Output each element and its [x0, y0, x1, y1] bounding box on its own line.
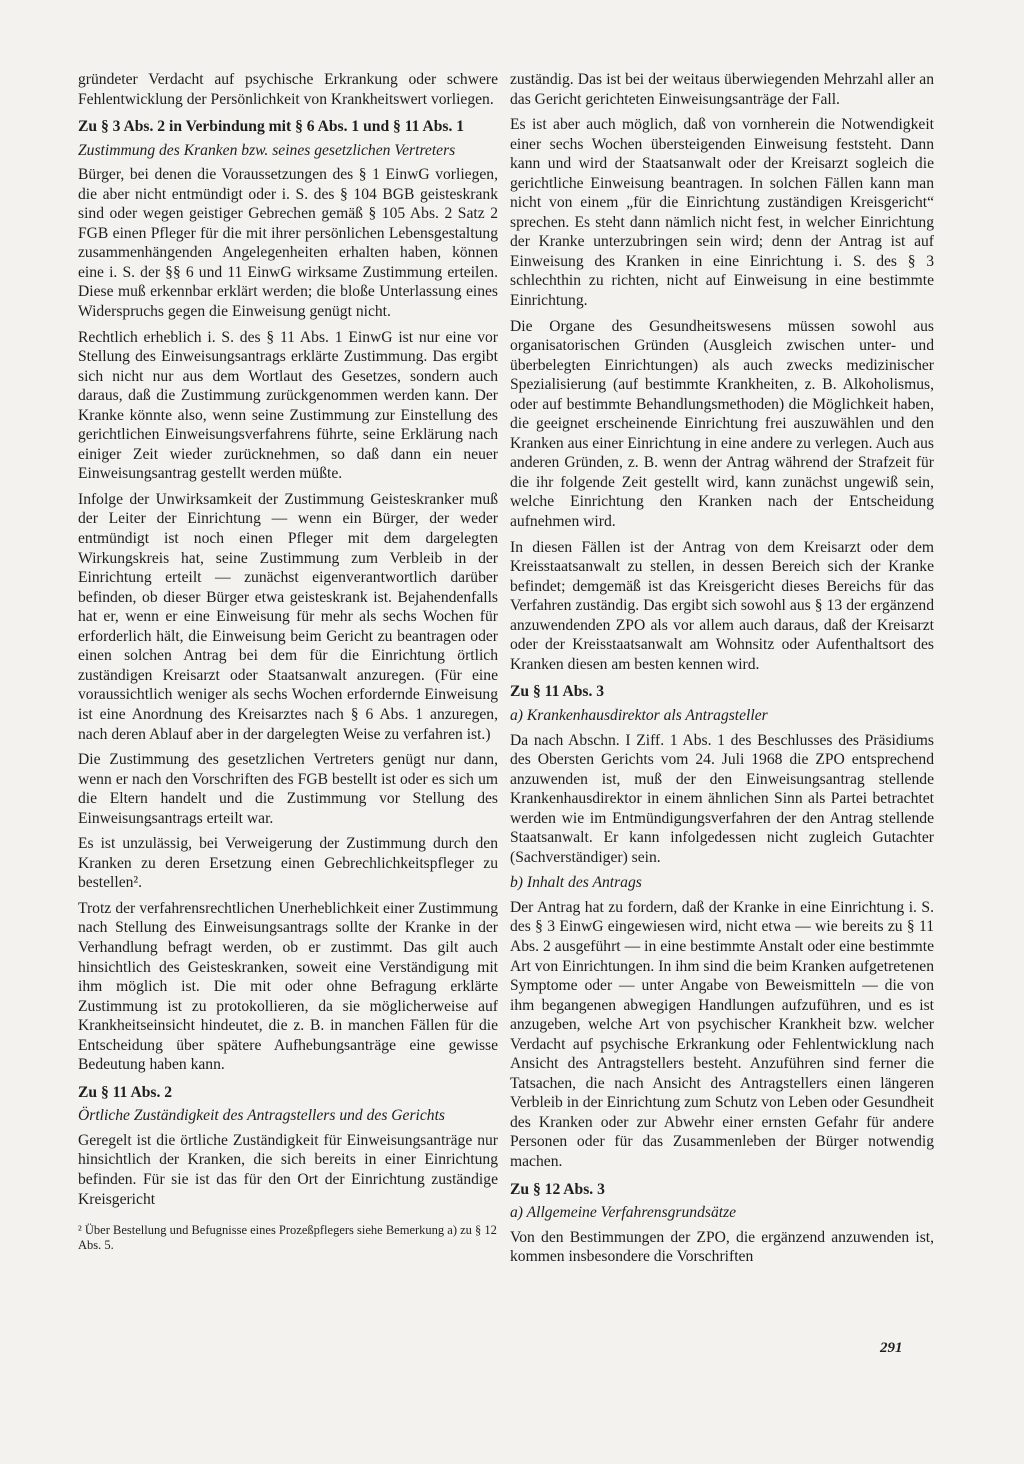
page-number: 291: [880, 1340, 903, 1356]
right-paragraph: Von den Bestimmungen der ZPO, die ergänzend anzuwenden ist, kommen insbesondere die Vorschriften: [510, 1228, 934, 1266]
right-paragraph: Da nach Abschn. I Ziff. 1 Abs. 1 des Beschlusses des Präsidiums des Obersten Gerichts vom 24. Juli 1968 die ZPO entsprechend anzuwenden ist, muß der den Einweisungsantrag stellende Krankenhausdirektor in einem ähnlichen Sinn als Partei betrachtet werden wie im Entmündigungsverfahren der den Antrag stellende Staatsanwalt. Er kann infolgedessen nicht zugleich Gutachter (Sachverständiger) sein.: [510, 731, 934, 866]
left-paragraph: Bürger, bei denen die Voraussetzungen des § 1 EinwG vorliegen, die aber nicht entmündigt oder i. S. des § 104 BGB geisteskrank sind oder wegen geistiger Gebrechen gemäß § 105 Abs. 2 Satz 2 FGB einen Pfleger für die mit ihrer persönlichen Lebensgestaltung zusammenhängenden Angelegenheiten erhalten haben, können eine i. S. der §§ 6 und 11 EinwG wirksame Zustimmung erteilen. Diese muß erkennbar erklärt werden; die bloße Unterlassung eines Widerspruchs gegen die Einweisung genügt nicht.: [78, 166, 498, 321]
right-paragraph: In diesen Fällen ist der Antrag von dem Kreisarzt oder dem Kreisstaatsanwalt zu stellen, in dessen Bereich sich der Kranke befindet; demgemäß ist das Kreisgericht dieses Bereichs für das Verfahren zuständig. Das ergibt sich sowohl aus § 13 der ergänzend anzuwendenden ZPO als vor allem auch daraus, daß der Kreisarzt oder der Kreisstaatsanwalt am Wohnsitz oder Aufenthaltsort des Kranken diesen am besten kennen wird.: [510, 538, 934, 673]
right-paragraph: Der Antrag hat zu fordern, daß der Kranke in eine Einrichtung i. S. des § 3 EinwG eingewiesen wird, nicht etwa — wie bereits zu § 11 Abs. 2 ausgeführt — in eine bestimmte Anstalt oder eine bestimmte Art von Einrichtungen. In ihm sind die beim Kranken aufgetretenen Symptome oder — unter Angabe von Beweismitteln — die von ihm begangenen abwegigen Handlungen aufzuführen, und es ist anzugeben, welche Art von psychischer Krankheit bzw. welcher Verdacht auf psychische Erkrankung oder Fehlentwicklung nach Ansicht des Antragstellers besteht. Anzuführen sind ferner die Tatsachen, die nach Ansicht des Antragstellers einen längeren Verbleib in der Einrichtung zum Schutz von Leben oder Gesundheit des Kranken oder zur Abwehr einer ernsten Gefahr für andere Personen oder für das Zusammenleben der Bürger notwendig machen.: [510, 898, 934, 1170]
left-paragraph: Trotz der verfahrensrechtlichen Unerheblichkeit einer Zustimmung nach Stellung des Einweisungsantrags sollte der Kranke in der Verhandlung befragt werden, ob er zustimmt. Das gilt auch hinsichtlich des Geisteskranken, soweit eine Verständigung mit ihm möglich ist. Die mit oder ohne Befragung erklärte Zustimmung ist zu protokollieren, da sie möglicherweise auf Krankheitseinsicht hindeutet, die z. B. in manchen Fällen für die Entscheidung über spätere Aufhebungsanträge eine gewisse Bedeutung haben kann.: [78, 899, 498, 1074]
right-paragraph: Die Organe des Gesundheitswesens müssen sowohl aus organisatorischen Gründen (Ausgleich zwischen unter- und überbelegten Einrichtungen) als auch zwecks medizinischer Spezialisierung (auf bestimmte Krankheiten, z. B. Alkoholismus, oder auf bestimmte Behandlungsmethoden) die Möglichkeit haben, die geeignet erscheinende Einrichtung frei auszuwählen und den Kranken aus einer Einrichtung in eine andere zu verlegen. Auch aus anderen Gründen, z. B. wenn der Antrag während der Strafzeit für die ihr folgende Zeit gestellt wird, kann zunächst ungewiß sein, welche Einrichtung den Kranken nach der Entscheidung aufnehmen wird.: [510, 317, 934, 531]
left-footnote: ² Über Bestellung und Befugnisse eines Prozeßpflegers siehe Bemerkung a) zu § 12 Abs. 5.: [78, 1223, 497, 1253]
left-paragraph: Es ist unzulässig, bei Verweigerung der Zustimmung durch den Kranken zu deren Ersetzung einen Gebrechlichkeitspfleger zu bestellen².: [78, 835, 498, 892]
left-section-heading: Zu § 3 Abs. 2 in Verbindung mit § 6 Abs. 1 und § 11 Abs. 1: [78, 118, 465, 136]
right-column: [510, 70, 934, 1273]
right-section-heading: Zu § 11 Abs. 3: [510, 683, 605, 701]
left-column: [78, 70, 498, 1259]
left-paragraph: Rechtlich erheblich i. S. des § 11 Abs. 1 EinwG ist nur eine vor Stellung des Einweisungsantrags erklärte Zustimmung. Das ergibt sich nicht nur aus dem Wortlaut des Gesetzes, sondern auch daraus, daß die Zustimmung zurückgenommen werden kann. Der Kranke könnte also, wenn seine Zustimmung zur Einstellung des gerichtlichen Einweisungsverfahrens führte, seine Erklärung nach einiger Zeit wieder zurücknehmen, so daß dann ein neuer Einweisungsantrag gestellt werden müßte.: [78, 328, 498, 483]
left-paragraph: Infolge der Unwirksamkeit der Zustimmung Geisteskranker muß der Leiter der Einrichtung — wenn ein Bürger, der weder entmündigt ist noch einen Pfleger mit dem dargelegten Wirkungskreis hat, seine Zustimmung zum Verbleib in der Einrichtung erteilt — zunächst eigenverantwortlich darüber befinden, ob dieser Bürger etwa geisteskrank ist. Bejahendenfalls hat er, wenn er eine Einweisung für mehr als sechs Wochen für erforderlich hält, die Einweisung beim Gericht zu beantragen oder einen solchen Antrag bei dem für die Einrichtung örtlich zuständigen Kreisarzt oder Staatsanwalt anzuregen. (Für eine voraussichtlich weniger als sechs Wochen erfordernde Einweisung ist eine Anordnung des Kreisarztes nach § 6 Abs. 1 anzuregen, nach deren Ablauf aber in der dargelegten Weise zu verfahren ist.): [78, 490, 498, 743]
right-subheading: b) Inhalt des Antrags: [510, 874, 642, 892]
left-subheading: Zustimmung des Kranken bzw. seines gesetzlichen Vertreters: [78, 141, 456, 159]
right-subheading: a) Allgemeine Verfahrensgrundsätze: [510, 1204, 737, 1222]
right-section-heading: Zu § 12 Abs. 3: [510, 1180, 605, 1198]
right-paragraph: zuständig. Das ist bei der weitaus überwiegenden Mehrzahl aller an das Gericht gerichteten Einweisungsanträge der Fall.: [510, 71, 934, 108]
left-paragraph: Die Zustimmung des gesetzlichen Vertreters genügt nur dann, wenn er nach den Vorschriften des FGB bestellt ist oder es sich um die Eltern handelt und die Zustimmung vor Stellung des Einweisungsantrags erteilt war.: [78, 751, 498, 827]
right-subheading: a) Krankenhausdirektor als Antragsteller: [510, 706, 768, 724]
left-subheading: Örtliche Zuständigkeit des Antragstellers und des Gerichts: [78, 1107, 446, 1125]
left-paragraph: Geregelt ist die örtliche Zuständigkeit für Einweisungsanträge nur hinsichtlich der Kranken, die sich bereits in einer Einrichtung befinden. Für sie ist das für den Ort der Einrichtung zuständige Kreisgericht: [78, 1131, 498, 1208]
left-section-heading: Zu § 11 Abs. 2: [78, 1083, 173, 1101]
right-paragraph: Es ist aber auch möglich, daß von vornherein die Notwendigkeit einer sechs Wochen übersteigenden Einweisung feststeht. Dann kann und wird der Staatsanwalt oder der Kreisarzt sogleich die gerichtliche Einweisung beantragen. In solchen Fällen kann man nicht von einem „für die Einrichtung zuständigen Kreisgericht“ sprechen. Es steht dann nämlich nicht fest, in welcher Einrichtung der Kranke unterzubringen sein wird; denn der Antrag ist auf Einweisung des Kranken in eine Einrichtung i. S. des § 3 schlechthin zu richten, nicht auf Einweisung in eine bestimmte Einrichtung.: [510, 116, 934, 310]
left-paragraph: gründeter Verdacht auf psychische Erkrankung oder schwere Fehlentwicklung der Persönlichkeit von Krankheitswert vorliegen.: [78, 71, 498, 108]
